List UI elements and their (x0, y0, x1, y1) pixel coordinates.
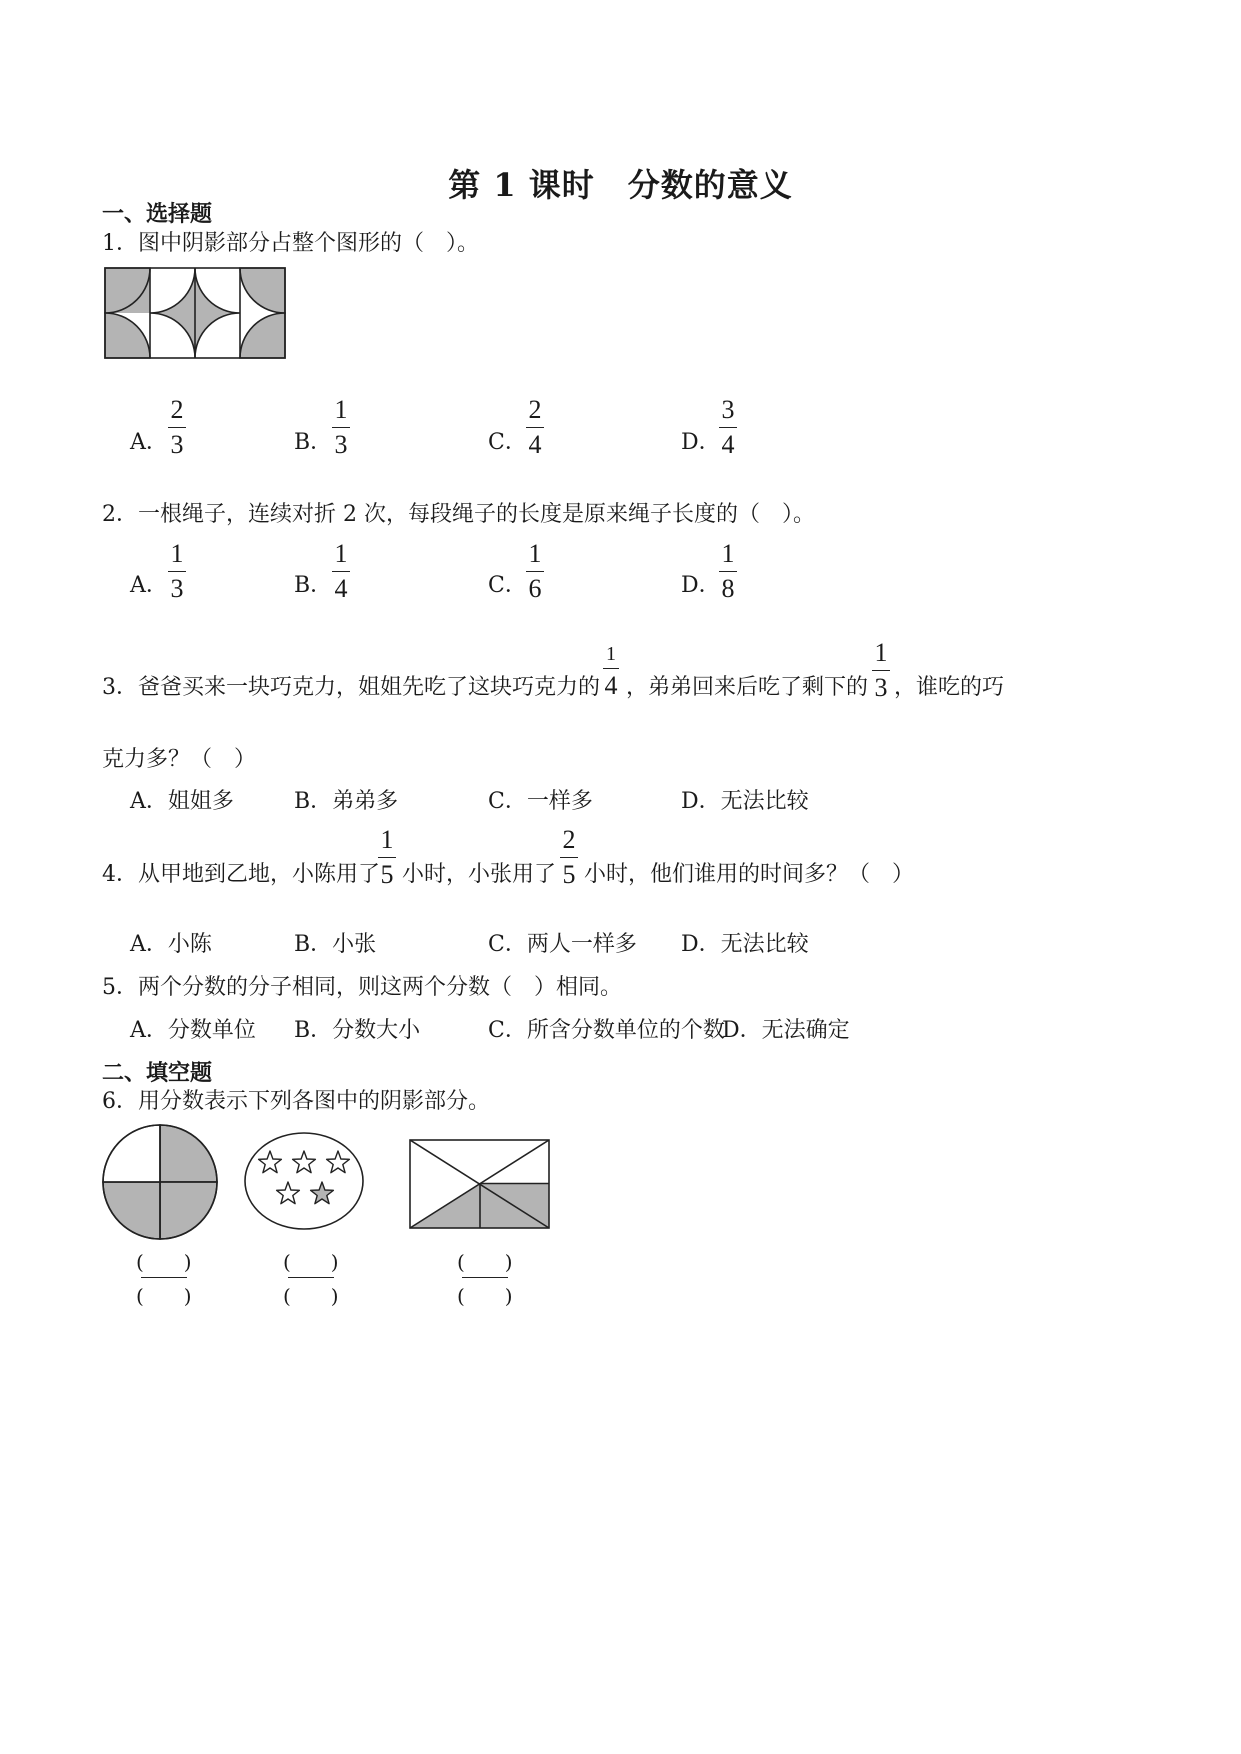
option-d[interactable]: D．无法确定 (722, 1018, 850, 1043)
question-4-fraction-1 (378, 827, 396, 888)
option-b-label[interactable]: B． (294, 430, 333, 455)
numerator: 1 (334, 395, 348, 424)
numerator: 1 (606, 643, 616, 665)
question-3-text-part1: 3．爸爸买来一块巧克力，姐姐先吃了这块巧克力的 (102, 675, 600, 700)
option-c-label[interactable]: C． (488, 573, 527, 598)
question-3-text-part2: ，弟弟回来后吃了剩下的 (626, 675, 869, 700)
option-a[interactable]: A．姐姐多 (130, 789, 234, 814)
option-c[interactable]: C．两人一样多 (488, 932, 637, 957)
numerator: 2 (562, 825, 576, 854)
denominator: 4 (334, 574, 348, 603)
option-d-label[interactable]: D． (681, 573, 721, 598)
denominator: 3 (170, 430, 184, 459)
blank-denominator: ( ) (457, 1284, 513, 1308)
option-d[interactable]: D．无法比较 (681, 789, 809, 814)
option-b-fraction[interactable] (332, 541, 350, 602)
section-heading-fill: 二、填空题 (102, 1060, 213, 1086)
numerator: 2 (528, 395, 542, 424)
blank-numerator: ( ) (283, 1250, 339, 1274)
shaded-arcs-figure (100, 262, 300, 364)
stars-ellipse-figure (240, 1126, 370, 1236)
option-b-fraction[interactable] (332, 397, 350, 458)
option-a[interactable]: A．小陈 (130, 932, 212, 957)
denominator: 6 (528, 574, 542, 603)
denominator: 4 (604, 671, 618, 700)
question-1-text: 1．图中阴影部分占整个图形的（ ）。 (102, 231, 479, 256)
numerator: 1 (170, 539, 184, 568)
blank-denominator: ( ) (136, 1284, 192, 1308)
question-2-text: 2．一根绳子，连续对折 2 次，每段绳子的长度是原来绳子长度的（ ）。 (102, 502, 815, 527)
question-3-fraction-2 (872, 640, 890, 701)
option-c[interactable]: C．一样多 (488, 789, 593, 814)
question-3-text-line2: 克力多？（ ） (102, 747, 257, 772)
option-d-label[interactable]: D． (681, 430, 721, 455)
rectangle-triangles-figure (406, 1136, 556, 1234)
answer-blank-3[interactable] (457, 1246, 513, 1309)
option-b-label[interactable]: B． (294, 573, 333, 598)
option-b[interactable]: B．小张 (294, 932, 377, 957)
question-4-text-part1: 4．从甲地到乙地，小陈用了 (102, 862, 380, 887)
numerator: 1 (334, 539, 348, 568)
question-4-fraction-2 (560, 827, 578, 888)
blank-denominator: ( ) (283, 1284, 339, 1308)
option-a-fraction[interactable] (168, 397, 186, 458)
quartered-circle-figure (100, 1122, 225, 1247)
question-6-text: 6．用分数表示下列各图中的阴影部分。 (102, 1089, 490, 1114)
option-b[interactable]: B．分数大小 (294, 1018, 421, 1043)
option-b[interactable]: B．弟弟多 (294, 789, 399, 814)
option-c[interactable]: C．所含分数单位的个数 (488, 1018, 725, 1043)
answer-blank-2[interactable] (283, 1246, 339, 1309)
question-4-text-part2: 小时，小张用了 (402, 862, 557, 887)
denominator: 5 (380, 860, 394, 889)
numerator: 1 (721, 539, 735, 568)
denominator: 3 (874, 673, 888, 702)
denominator: 3 (170, 574, 184, 603)
blank-numerator: ( ) (136, 1250, 192, 1274)
numerator: 2 (170, 395, 184, 424)
blank-numerator: ( ) (457, 1250, 513, 1274)
denominator: 5 (562, 860, 576, 889)
question-3-fraction-1 (603, 644, 619, 699)
option-c-label[interactable]: C． (488, 430, 527, 455)
answer-blank-1[interactable] (136, 1246, 192, 1309)
option-d[interactable]: D．无法比较 (681, 932, 809, 957)
question-3-text-part3: ，谁吃的巧 (894, 675, 1005, 700)
denominator: 3 (334, 430, 348, 459)
section-heading-choice: 一、选择题 (102, 201, 213, 227)
option-a-label[interactable]: A． (130, 430, 168, 455)
numerator: 3 (721, 395, 735, 424)
numerator: 1 (380, 825, 394, 854)
denominator: 4 (721, 430, 735, 459)
numerator: 1 (528, 539, 542, 568)
option-a-label[interactable]: A． (130, 573, 168, 598)
question-5-text: 5．两个分数的分子相同，则这两个分数（ ）相同。 (102, 975, 622, 1000)
option-d-fraction[interactable] (719, 397, 737, 458)
option-d-fraction[interactable] (719, 541, 737, 602)
numerator: 1 (874, 638, 888, 667)
option-c-fraction[interactable] (526, 541, 544, 602)
option-c-fraction[interactable] (526, 397, 544, 458)
denominator: 4 (528, 430, 542, 459)
question-4-text-part3: 小时，他们谁用的时间多？（ ） (584, 862, 915, 887)
option-a[interactable]: A．分数单位 (130, 1018, 256, 1043)
option-a-fraction[interactable] (168, 541, 186, 602)
denominator: 8 (721, 574, 735, 603)
page-title: 第 1 课时 分数的意义 (448, 166, 793, 204)
